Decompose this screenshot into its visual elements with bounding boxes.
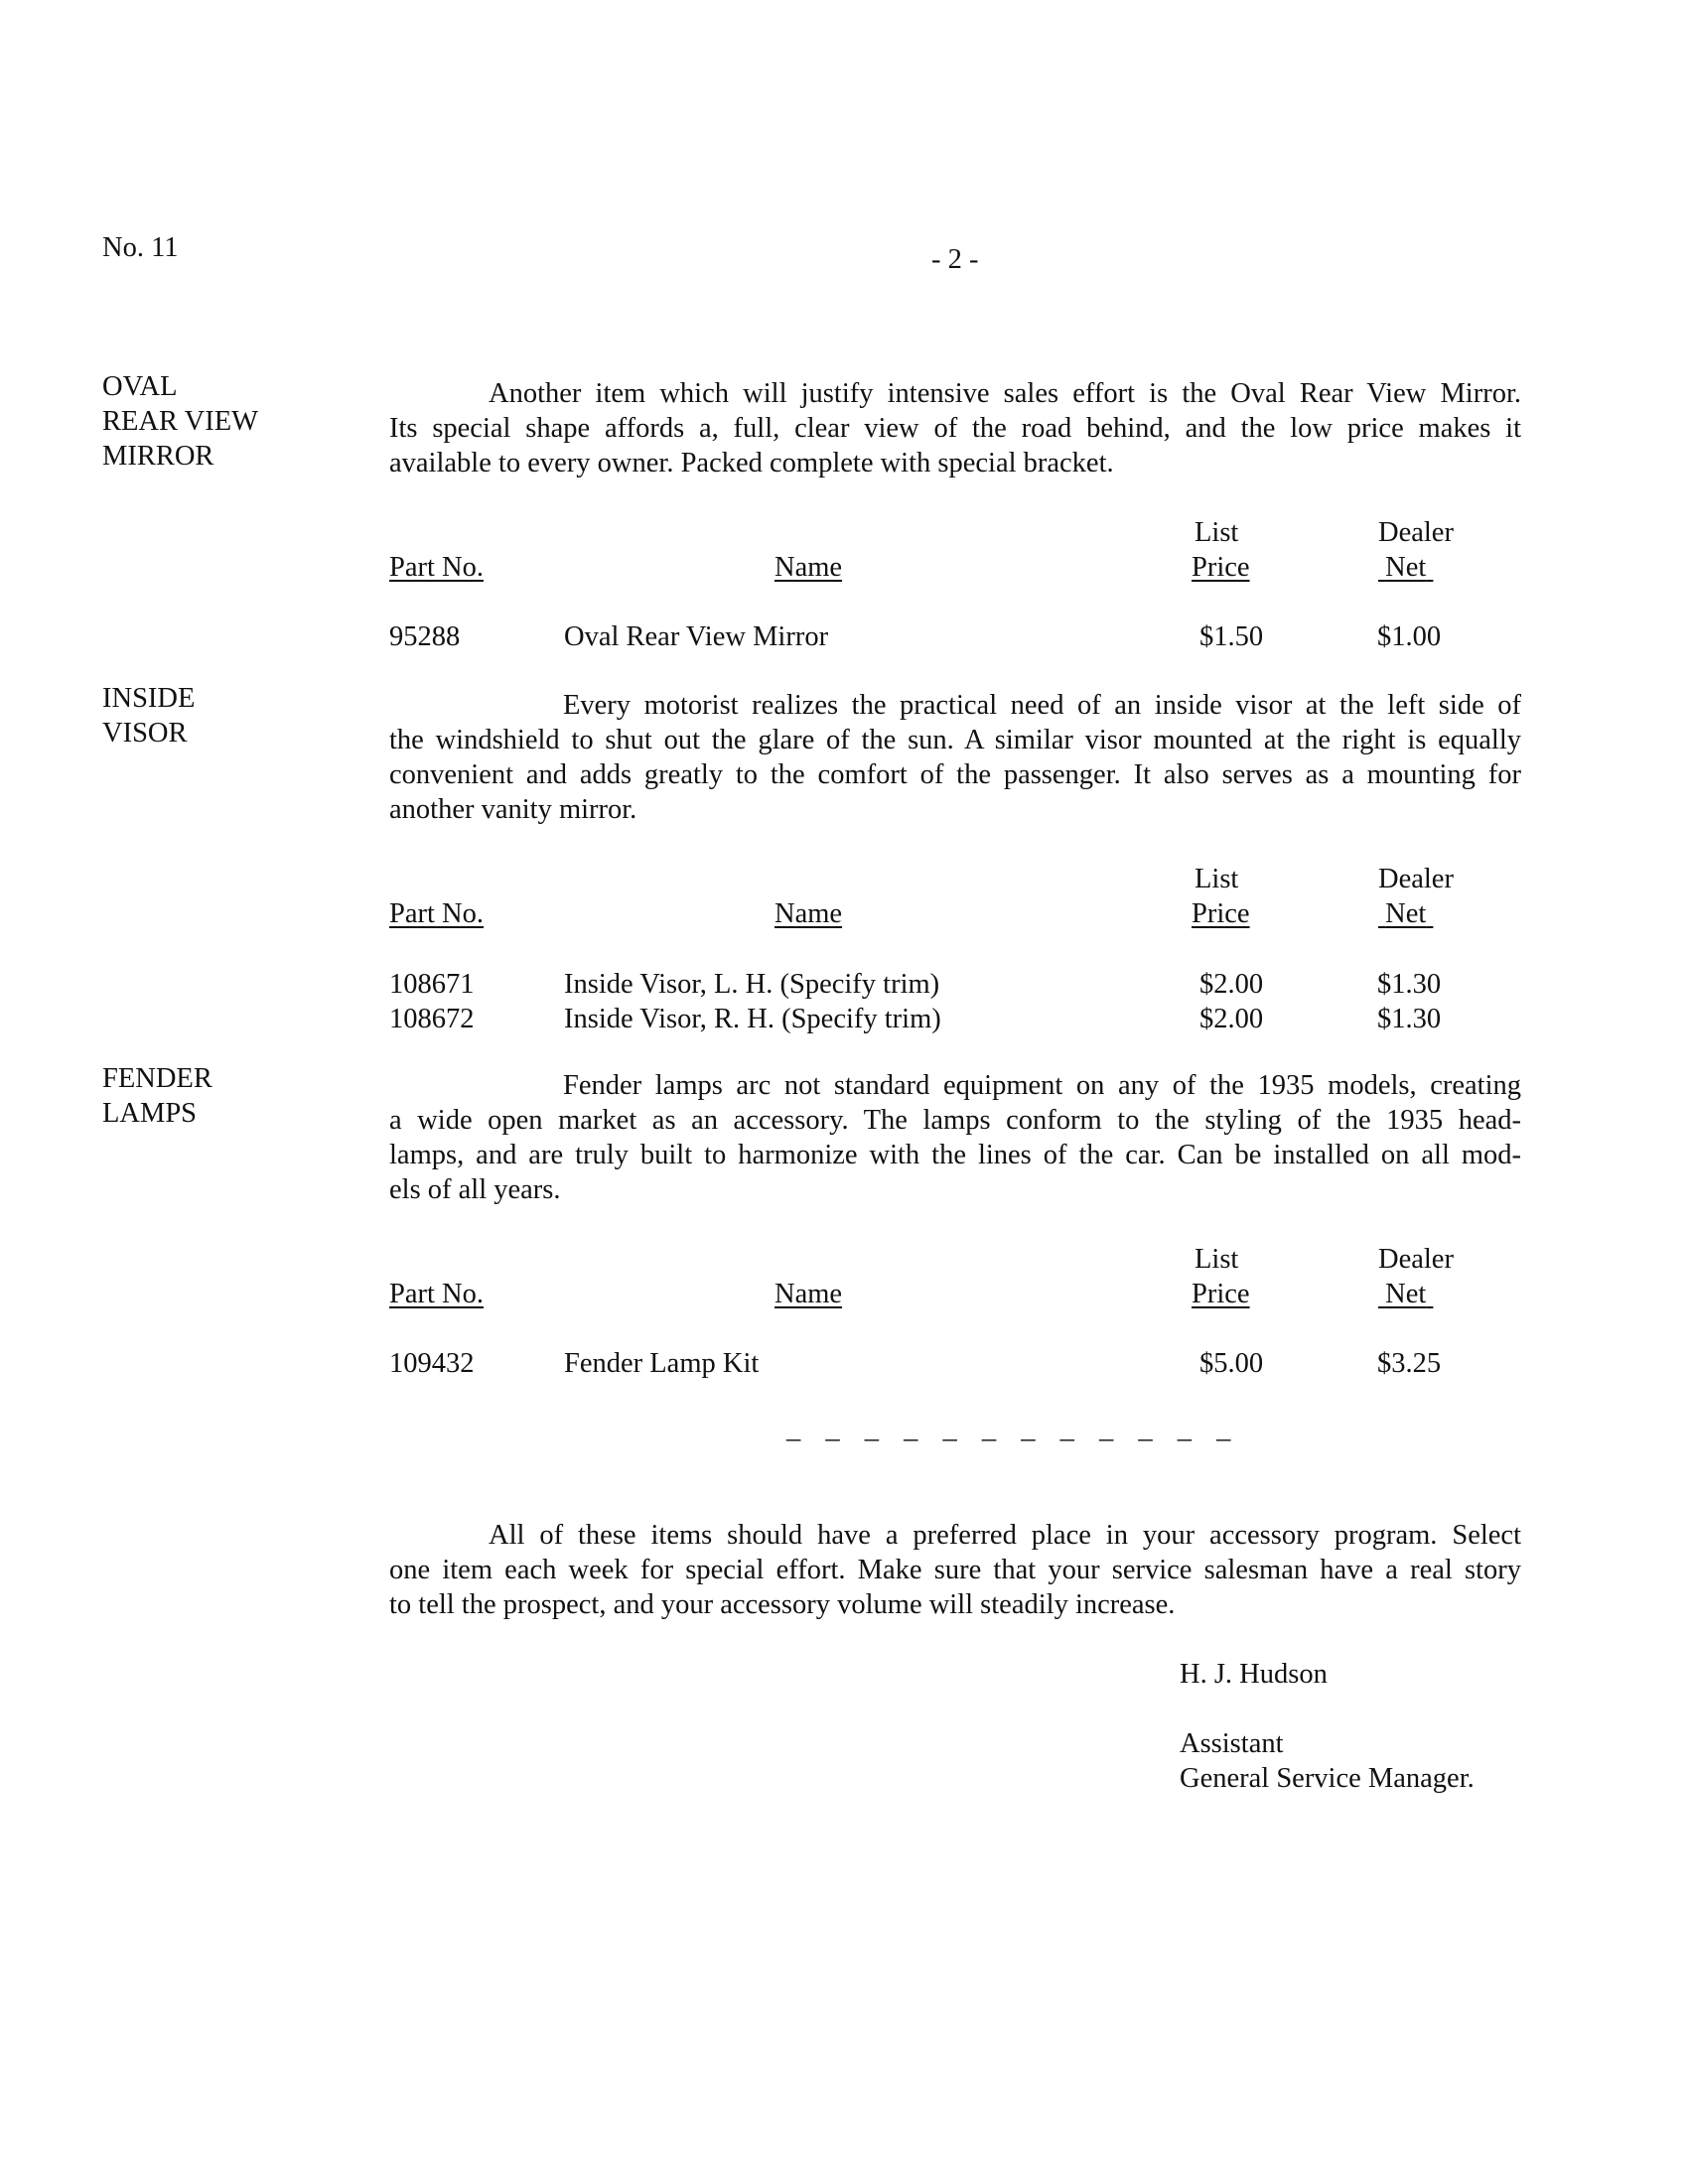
col-header-price: Price <box>1192 1279 1250 1309</box>
heading-line: MIRROR <box>102 441 214 472</box>
signature-name: H. J. Hudson <box>1180 1659 1328 1690</box>
paragraph-line: lamps, and are truly built to harmonize with the lines of the car. Can be installed on all mod- <box>389 1140 1521 1170</box>
section-separator: _ _ _ _ _ _ _ _ _ _ _ _ <box>786 1414 1240 1444</box>
col-header-net <box>1378 1277 1433 1311</box>
paragraph-line: available to every owner. Packed complete with special bracket. <box>389 448 1114 478</box>
col-header-price: Price <box>1192 552 1250 583</box>
table-row-dealer-net: $3.25 <box>1377 1348 1442 1379</box>
col-header-net-text: Net <box>1385 1279 1427 1309</box>
col-header-net <box>1378 896 1433 931</box>
paragraph-inside-visor <box>389 688 1521 827</box>
col-header-name: Name <box>774 898 843 929</box>
table-row-list-price: $5.00 <box>1199 1348 1264 1379</box>
table-row-part: 108672 <box>389 1004 475 1034</box>
paragraph-line: Another item which will justify intensive sales effort is the Oval Rear View Mirror. <box>489 378 1521 409</box>
signature-title-line1: Assistant <box>1180 1728 1284 1759</box>
paragraph-line: convenient and adds greatly to the comfort of the passenger. It also serves as a mounting for <box>389 759 1521 790</box>
heading-line: INSIDE <box>102 683 196 714</box>
table-row-list-price: $2.00 <box>1199 969 1264 1000</box>
paragraph-line: the windshield to shut out the glare of the sun. A similar visor mounted at the right is equally <box>389 725 1521 755</box>
col-header-list: List <box>1195 1244 1239 1275</box>
paragraph-line: Every motorist realizes the practical need of an inside visor at the left side of <box>563 690 1521 721</box>
table-row-list-price: $1.50 <box>1199 621 1264 652</box>
paragraph-line: Its special shape affords a, full, clear view of the road behind, and the low price makes it <box>389 413 1521 444</box>
paragraph-line: Fender lamps arc not standard equipment on any of the 1935 models, creating <box>563 1070 1521 1101</box>
table-row-part: 108671 <box>389 969 475 1000</box>
heading-line: REAR VIEW <box>102 406 259 437</box>
col-header-price: Price <box>1192 898 1250 929</box>
table-row-part: 95288 <box>389 621 461 652</box>
section-heading-fender-lamps <box>102 1061 360 1131</box>
col-header-dealer: Dealer <box>1378 1244 1454 1275</box>
paragraph-fender-lamps <box>389 1068 1521 1207</box>
table-row-list-price: $2.00 <box>1199 1004 1264 1034</box>
col-header-net-text: Net <box>1385 898 1427 929</box>
col-header-list: List <box>1195 864 1239 894</box>
table-row-name: Inside Visor, L. H. (Specify trim) <box>564 969 940 1000</box>
col-header-part-no: Part No. <box>389 898 484 929</box>
section-heading-oval-mirror <box>102 369 360 474</box>
heading-line: LAMPS <box>102 1098 198 1129</box>
signature-title-line2: General Service Manager. <box>1180 1763 1475 1794</box>
col-header-net-text: Net <box>1385 552 1427 583</box>
paragraph-oval-mirror <box>389 376 1521 480</box>
heading-line: FENDER <box>102 1063 212 1094</box>
paragraph-line: one item each week for special effort. Make sure that your service salesman have a real story <box>389 1555 1521 1585</box>
page-number: - 2 - <box>931 244 979 275</box>
col-header-part-no: Part No. <box>389 552 484 583</box>
heading-line: VISOR <box>102 718 188 749</box>
table-row-name: Fender Lamp Kit <box>564 1348 760 1379</box>
col-header-name: Name <box>774 1279 843 1309</box>
col-header-list: List <box>1195 517 1239 548</box>
col-header-net <box>1378 550 1433 585</box>
col-header-part-no: Part No. <box>389 1279 484 1309</box>
table-row-dealer-net: $1.00 <box>1377 621 1442 652</box>
paragraph-line: a wide open market as an accessory. The lamps conform to the styling of the 1935 head- <box>389 1105 1521 1136</box>
table-row-name: Inside Visor, R. H. (Specify trim) <box>564 1004 941 1034</box>
col-header-dealer: Dealer <box>1378 517 1454 548</box>
paragraph-line: to tell the prospect, and your accessory volume will steadily increase. <box>389 1589 1176 1620</box>
table-row-part: 109432 <box>389 1348 475 1379</box>
col-header-name: Name <box>774 552 843 583</box>
paragraph-line: All of these items should have a preferred place in your accessory program. Select <box>489 1520 1521 1551</box>
table-row-dealer-net: $1.30 <box>1377 1004 1442 1034</box>
section-heading-inside-visor <box>102 681 360 751</box>
heading-line: OVAL <box>102 371 178 402</box>
issue-number: No. 11 <box>102 232 179 263</box>
table-row-dealer-net: $1.30 <box>1377 969 1442 1000</box>
paragraph-line: another vanity mirror. <box>389 794 637 825</box>
paragraph-closing <box>389 1518 1521 1622</box>
col-header-dealer: Dealer <box>1378 864 1454 894</box>
paragraph-line: els of all years. <box>389 1174 561 1205</box>
table-row-name: Oval Rear View Mirror <box>564 621 829 652</box>
